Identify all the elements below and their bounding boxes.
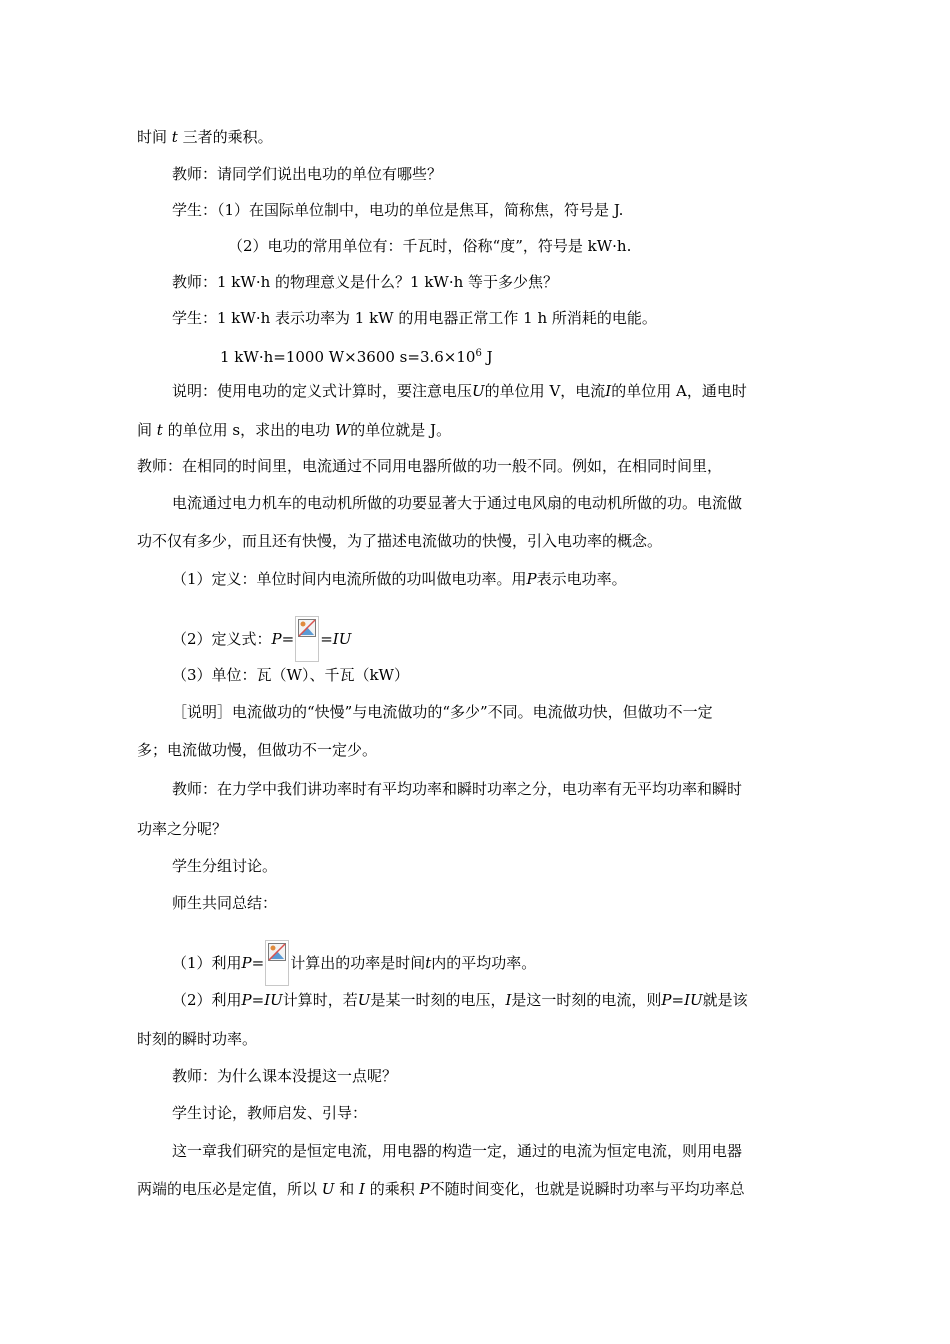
text-line	[172, 569, 627, 589]
variable-P: P	[526, 570, 537, 588]
text-run: 三者的乘积。	[182, 128, 273, 146]
text-run: （1）利用	[172, 954, 242, 972]
equals-sign: =	[320, 630, 333, 648]
text-run: （2）利用	[172, 991, 242, 1009]
text-run: 的单位用 V，电流	[484, 382, 606, 400]
broken-image-icon	[295, 616, 319, 662]
variable-I: I	[605, 382, 612, 400]
formula-text: J	[481, 348, 493, 366]
text-line: （2）电功的常用单位有：千瓦时，俗称“度”，符号是 kW·h.	[228, 237, 632, 255]
text-line: 学生讨论，教师启发、引导：	[172, 1104, 368, 1122]
text-line: 功率之分呢？	[137, 820, 228, 838]
formula-line	[172, 616, 351, 662]
variable-t: t	[156, 421, 163, 439]
variable-U: U	[472, 382, 485, 400]
exponent: 6	[475, 348, 482, 359]
text-line: 教师：为什么课本没提这一点呢？	[172, 1067, 398, 1085]
equals-sign: =	[251, 954, 265, 972]
text-run: 计算出的功率是时间	[290, 954, 426, 972]
variable-U: U	[321, 1180, 335, 1198]
text-run: 和	[339, 1180, 355, 1198]
equals-sign: =	[281, 630, 295, 648]
text-run: 的乘积	[369, 1180, 415, 1198]
text-run: 间	[137, 421, 153, 439]
variable-U: U	[357, 991, 371, 1009]
text-line: （3）单位：瓦（W）、千瓦（kW）	[172, 666, 409, 684]
broken-image-icon	[265, 940, 289, 986]
text-line: 功不仅有多少，而且还有快慢，为了描述电流做功的快慢，引入电功率的概念。	[137, 532, 663, 550]
text-line: 多；电流做功慢，但做功不一定少。	[137, 741, 378, 759]
text-line: 师生共同总结：	[172, 894, 278, 912]
text-line: 教师：1 kW·h 的物理意义是什么？1 kW·h 等于多少焦？	[172, 273, 559, 291]
text-line	[172, 940, 536, 986]
text-line: 学生分组讨论。	[172, 857, 278, 875]
text-line: 教师：在相同的时间里，电流通过不同用电器所做的功一般不同。例如，在相同时间里，	[137, 457, 723, 475]
text-run: 两端的电压必是定值，所以	[137, 1180, 318, 1198]
text-line: ［说明］电流做功的“快慢”与电流做功的“多少”不同。电流做功快，但做功不一定	[172, 703, 713, 721]
text-line: 这一章我们研究的是恒定电流，用电器的构造一定，通过的电流为恒定电流，则用电器	[172, 1142, 743, 1160]
text-run: 时间	[137, 128, 168, 146]
text-line: 学生：（1）在国际单位制中，电功的单位是焦耳，简称焦，符号是 J.	[172, 201, 624, 219]
text-line: 学生：1 kW·h 表示功率为 1 kW 的用电器正常工作 1 h 所消耗的电能。	[172, 309, 657, 327]
text-run: 的单位用 s，求出的电功	[167, 421, 331, 439]
text-line: 教师：在力学中我们讲功率时有平均功率和瞬时功率之分，电功率有无平均功率和瞬时	[172, 780, 743, 798]
text-line	[172, 381, 747, 401]
formula-P-IU: P=IU	[241, 991, 283, 1009]
text-line: 教师：请同学们说出电功的单位有哪些？	[172, 165, 443, 183]
text-run: 计算时，若	[282, 991, 358, 1009]
variable-P: P	[419, 1180, 430, 1198]
text-run: 是这一时刻的电流，则	[511, 991, 662, 1009]
variable-t: t	[171, 128, 178, 146]
variable-P: P	[241, 954, 252, 972]
variable-IU: IU	[332, 630, 352, 648]
text-line: 电流通过电力机车的电动机所做的功要显著大于通过电风扇的电动机所做的功。电流做	[172, 494, 743, 512]
variable-W: W	[334, 421, 351, 439]
formula-text: 1 kW·h=1000 W×3600 s=3.6×10	[220, 348, 476, 366]
formula-line	[220, 344, 493, 367]
text-line	[137, 127, 273, 147]
variable-t: t	[425, 954, 432, 972]
text-line	[172, 990, 748, 1010]
text-run: 内的平均功率。	[431, 954, 537, 972]
formula-P-IU: P=IU	[661, 991, 703, 1009]
text-line	[137, 1179, 745, 1199]
text-run: 说明：使用电功的定义式计算时，要注意电压	[172, 382, 473, 400]
text-run: （2）定义式：	[172, 630, 272, 648]
text-run: 不随时间变化，也就是说瞬时功率与平均功率总	[429, 1180, 745, 1198]
variable-P: P	[271, 630, 282, 648]
text-run: 的单位用 A，通电时	[611, 382, 747, 400]
variable-I: I	[359, 1180, 365, 1198]
text-run: 是某一时刻的电压，	[370, 991, 506, 1009]
text-line	[137, 420, 451, 440]
text-run: 表示电功率。	[536, 570, 627, 588]
text-line: 时刻的瞬时功率。	[137, 1030, 258, 1048]
variable-I: I	[505, 991, 512, 1009]
text-run: （1）定义：单位时间内电流所做的功叫做电功率。用	[172, 570, 527, 588]
text-run: 就是该	[702, 991, 748, 1009]
text-run: 的单位就是 J。	[350, 421, 452, 439]
